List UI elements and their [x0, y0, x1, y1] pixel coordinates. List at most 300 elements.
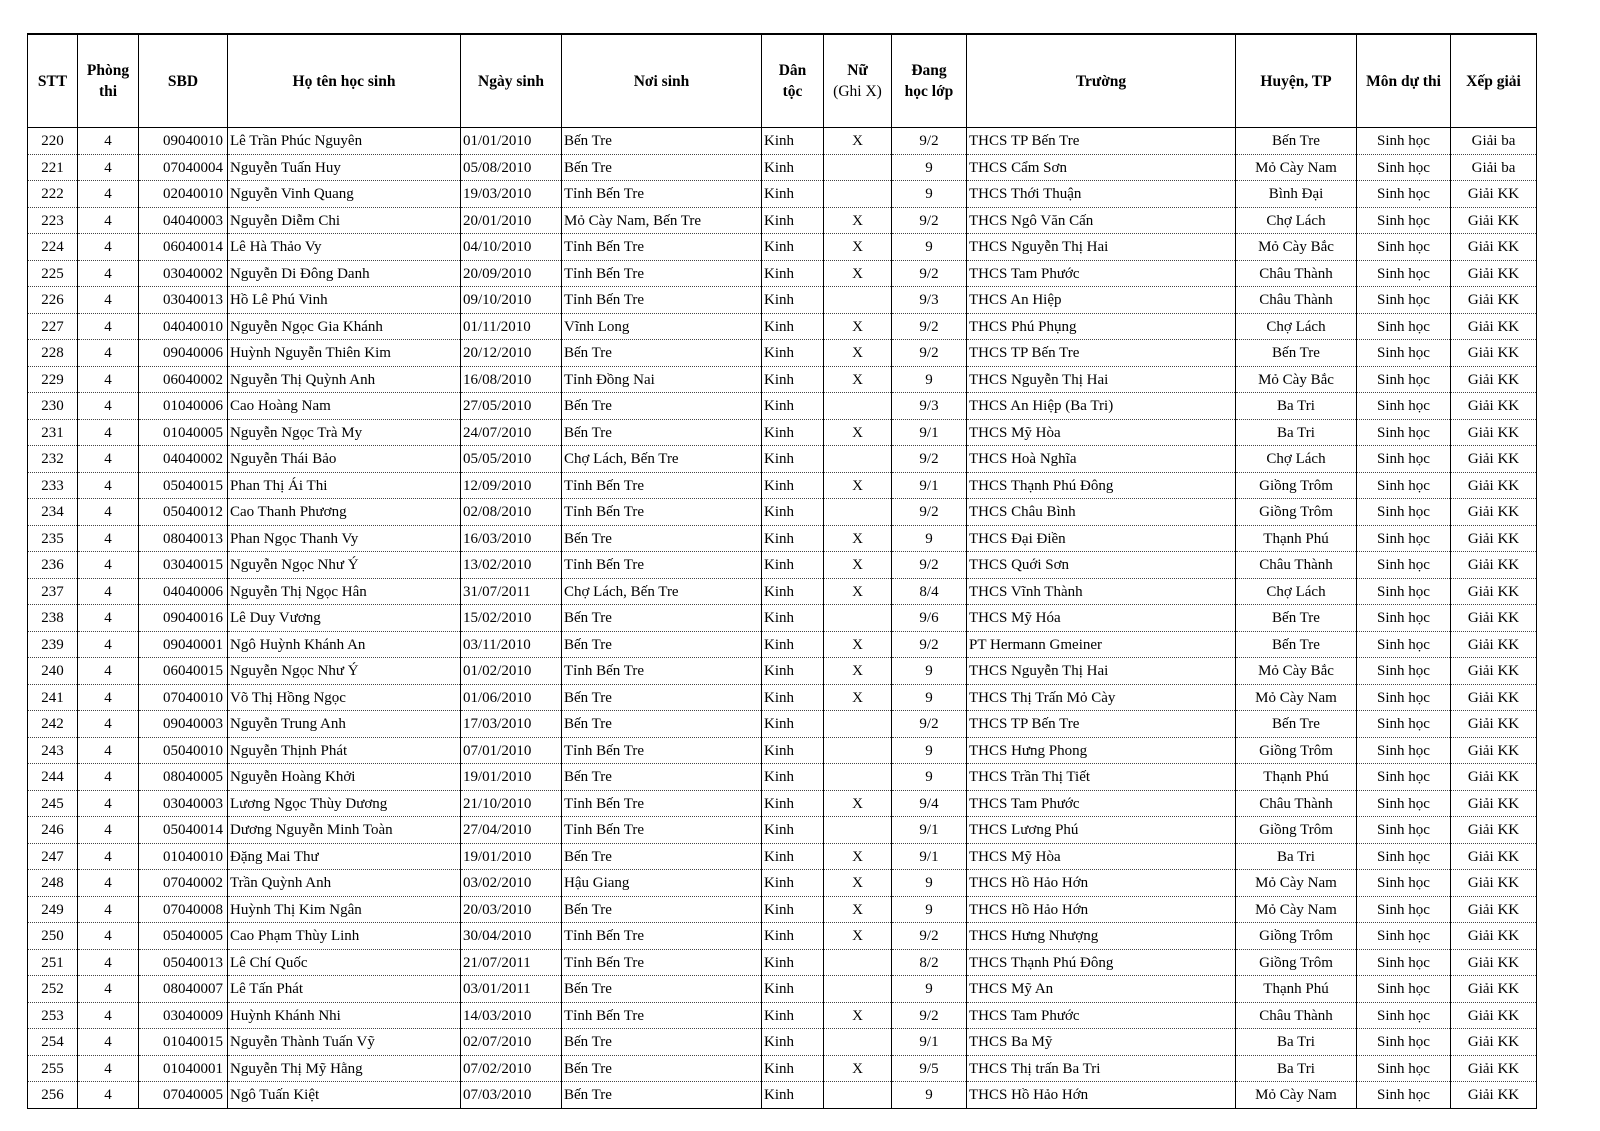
cell-stt: 247: [28, 843, 78, 870]
cell-ho-ten: Phan Ngọc Thanh Vy: [228, 525, 461, 552]
cell-truong: THCS Thị trấn Ba Tri: [967, 1055, 1236, 1082]
cell-stt: 226: [28, 287, 78, 314]
cell-huyen-tp: Châu Thành: [1236, 552, 1357, 579]
cell-dang-hoc-lop: 8/2: [892, 949, 967, 976]
cell-ngay-sinh: 01/06/2010: [461, 684, 562, 711]
cell-sbd: 03040003: [139, 790, 228, 817]
table-row: [28, 1082, 1537, 1109]
cell-stt: 251: [28, 949, 78, 976]
cell-noi-sinh: Vĩnh Long: [562, 313, 762, 340]
cell-stt: 252: [28, 976, 78, 1003]
header-ngay-sinh: Ngày sinh: [461, 34, 562, 128]
cell-noi-sinh: Bến Tre: [562, 1029, 762, 1056]
cell-sbd: 06040014: [139, 234, 228, 261]
table-row: [28, 658, 1537, 685]
cell-ngay-sinh: 24/07/2010: [461, 419, 562, 446]
header-xep-giai: Xếp giải: [1451, 34, 1537, 128]
cell-huyen-tp: Mỏ Cày Nam: [1236, 154, 1357, 181]
cell-dang-hoc-lop: 9/2: [892, 552, 967, 579]
cell-nu: X: [824, 870, 892, 897]
cell-dang-hoc-lop: 9/2: [892, 313, 967, 340]
cell-phong-thi: 4: [78, 764, 139, 791]
cell-dang-hoc-lop: 9: [892, 737, 967, 764]
cell-ngay-sinh: 20/09/2010: [461, 260, 562, 287]
table-row: [28, 896, 1537, 923]
cell-ho-ten: Huỳnh Khánh Nhi: [228, 1002, 461, 1029]
cell-xep-giai: Giải KK: [1451, 207, 1537, 234]
cell-stt: 248: [28, 870, 78, 897]
cell-xep-giai: Giải KK: [1451, 764, 1537, 791]
cell-nu: X: [824, 234, 892, 261]
cell-ho-ten: Đặng Mai Thư: [228, 843, 461, 870]
cell-ho-ten: Nguyễn Ngọc Trà My: [228, 419, 461, 446]
cell-mon-du-thi: Sinh học: [1357, 207, 1451, 234]
cell-xep-giai: Giải KK: [1451, 658, 1537, 685]
cell-dan-toc: Kinh: [762, 181, 824, 208]
cell-phong-thi: 4: [78, 976, 139, 1003]
cell-noi-sinh: Bến Tre: [562, 711, 762, 738]
cell-phong-thi: 4: [78, 525, 139, 552]
cell-ho-ten: Trần Quỳnh Anh: [228, 870, 461, 897]
cell-mon-du-thi: Sinh học: [1357, 472, 1451, 499]
cell-mon-du-thi: Sinh học: [1357, 525, 1451, 552]
cell-ho-ten: Cao Phạm Thùy Linh: [228, 923, 461, 950]
cell-truong: THCS Phú Phụng: [967, 313, 1236, 340]
cell-phong-thi: 4: [78, 1002, 139, 1029]
cell-xep-giai: Giải KK: [1451, 631, 1537, 658]
cell-xep-giai: Giải ba: [1451, 128, 1537, 155]
cell-noi-sinh: Tỉnh Bến Tre: [562, 737, 762, 764]
cell-truong: THCS Hưng Nhượng: [967, 923, 1236, 950]
cell-phong-thi: 4: [78, 499, 139, 526]
cell-ngay-sinh: 07/01/2010: [461, 737, 562, 764]
cell-dang-hoc-lop: 9: [892, 366, 967, 393]
cell-phong-thi: 4: [78, 605, 139, 632]
cell-dang-hoc-lop: 9: [892, 525, 967, 552]
cell-sbd: 04040002: [139, 446, 228, 473]
cell-huyen-tp: Bến Tre: [1236, 711, 1357, 738]
cell-ngay-sinh: 01/02/2010: [461, 658, 562, 685]
cell-huyen-tp: Mỏ Cày Nam: [1236, 684, 1357, 711]
cell-ngay-sinh: 07/02/2010: [461, 1055, 562, 1082]
cell-xep-giai: Giải KK: [1451, 949, 1537, 976]
cell-huyen-tp: Châu Thành: [1236, 1002, 1357, 1029]
cell-sbd: 09040003: [139, 711, 228, 738]
cell-dan-toc: Kinh: [762, 843, 824, 870]
cell-sbd: 03040009: [139, 1002, 228, 1029]
cell-sbd: 05040012: [139, 499, 228, 526]
cell-nu: [824, 181, 892, 208]
cell-stt: 224: [28, 234, 78, 261]
table-header: [28, 34, 1537, 128]
cell-dang-hoc-lop: 9/1: [892, 419, 967, 446]
cell-stt: 250: [28, 923, 78, 950]
cell-sbd: 01040006: [139, 393, 228, 420]
cell-noi-sinh: Tỉnh Bến Tre: [562, 790, 762, 817]
cell-mon-du-thi: Sinh học: [1357, 419, 1451, 446]
cell-stt: 245: [28, 790, 78, 817]
cell-dang-hoc-lop: 9/2: [892, 711, 967, 738]
cell-dan-toc: Kinh: [762, 923, 824, 950]
cell-ngay-sinh: 27/04/2010: [461, 817, 562, 844]
cell-dan-toc: Kinh: [762, 1029, 824, 1056]
cell-ho-ten: Nguyễn Thành Tuấn Vỹ: [228, 1029, 461, 1056]
cell-sbd: 05040010: [139, 737, 228, 764]
cell-dan-toc: Kinh: [762, 234, 824, 261]
cell-dan-toc: Kinh: [762, 896, 824, 923]
cell-truong: THCS Mỹ An: [967, 976, 1236, 1003]
cell-dang-hoc-lop: 8/4: [892, 578, 967, 605]
cell-dang-hoc-lop: 9/2: [892, 923, 967, 950]
cell-nu: X: [824, 313, 892, 340]
cell-truong: THCS Châu Bình: [967, 499, 1236, 526]
cell-mon-du-thi: Sinh học: [1357, 658, 1451, 685]
cell-dang-hoc-lop: 9: [892, 658, 967, 685]
cell-ngay-sinh: 30/04/2010: [461, 923, 562, 950]
table-row: [28, 711, 1537, 738]
cell-mon-du-thi: Sinh học: [1357, 313, 1451, 340]
cell-noi-sinh: Bến Tre: [562, 764, 762, 791]
cell-huyen-tp: Mỏ Cày Nam: [1236, 1082, 1357, 1109]
cell-ho-ten: Lê Tấn Phát: [228, 976, 461, 1003]
cell-stt: 234: [28, 499, 78, 526]
cell-dang-hoc-lop: 9/2: [892, 260, 967, 287]
table-row: [28, 578, 1537, 605]
table-row: [28, 446, 1537, 473]
cell-stt: 255: [28, 1055, 78, 1082]
cell-stt: 246: [28, 817, 78, 844]
cell-xep-giai: Giải KK: [1451, 1002, 1537, 1029]
cell-mon-du-thi: Sinh học: [1357, 154, 1451, 181]
cell-phong-thi: 4: [78, 181, 139, 208]
cell-phong-thi: 4: [78, 1082, 139, 1109]
cell-sbd: 01040015: [139, 1029, 228, 1056]
cell-mon-du-thi: Sinh học: [1357, 340, 1451, 367]
cell-huyen-tp: Ba Tri: [1236, 419, 1357, 446]
cell-dan-toc: Kinh: [762, 1082, 824, 1109]
cell-sbd: 07040004: [139, 154, 228, 181]
table-row: [28, 737, 1537, 764]
cell-dan-toc: Kinh: [762, 525, 824, 552]
cell-stt: 243: [28, 737, 78, 764]
cell-nu: X: [824, 684, 892, 711]
cell-mon-du-thi: Sinh học: [1357, 949, 1451, 976]
cell-phong-thi: 4: [78, 737, 139, 764]
cell-stt: 231: [28, 419, 78, 446]
cell-dang-hoc-lop: 9/2: [892, 128, 967, 155]
cell-dan-toc: Kinh: [762, 790, 824, 817]
cell-phong-thi: 4: [78, 393, 139, 420]
cell-noi-sinh: Tỉnh Đồng Nai: [562, 366, 762, 393]
table-row: [28, 870, 1537, 897]
cell-phong-thi: 4: [78, 207, 139, 234]
cell-huyen-tp: Giồng Trôm: [1236, 923, 1357, 950]
cell-ho-ten: Nguyễn Vinh Quang: [228, 181, 461, 208]
cell-dang-hoc-lop: 9/1: [892, 472, 967, 499]
header-ho-ten: Họ tên học sinh: [228, 34, 461, 128]
cell-ngay-sinh: 07/03/2010: [461, 1082, 562, 1109]
cell-stt: 238: [28, 605, 78, 632]
cell-xep-giai: Giải KK: [1451, 287, 1537, 314]
cell-xep-giai: Giải KK: [1451, 976, 1537, 1003]
cell-phong-thi: 4: [78, 631, 139, 658]
cell-huyen-tp: Mỏ Cày Bắc: [1236, 658, 1357, 685]
cell-phong-thi: 4: [78, 340, 139, 367]
cell-stt: 235: [28, 525, 78, 552]
cell-phong-thi: 4: [78, 843, 139, 870]
cell-phong-thi: 4: [78, 472, 139, 499]
cell-phong-thi: 4: [78, 896, 139, 923]
cell-phong-thi: 4: [78, 419, 139, 446]
cell-phong-thi: 4: [78, 552, 139, 579]
cell-xep-giai: Giải KK: [1451, 552, 1537, 579]
cell-dan-toc: Kinh: [762, 711, 824, 738]
cell-huyen-tp: Mỏ Cày Bắc: [1236, 234, 1357, 261]
cell-sbd: 07040008: [139, 896, 228, 923]
cell-huyen-tp: Giồng Trôm: [1236, 949, 1357, 976]
table-row: [28, 843, 1537, 870]
cell-truong: THCS Nguyễn Thị Hai: [967, 366, 1236, 393]
table-row: [28, 684, 1537, 711]
header-stt: STT: [28, 34, 78, 128]
cell-nu: X: [824, 578, 892, 605]
cell-stt: 253: [28, 1002, 78, 1029]
table-row: [28, 764, 1537, 791]
cell-huyen-tp: Ba Tri: [1236, 1029, 1357, 1056]
cell-xep-giai: Giải KK: [1451, 446, 1537, 473]
cell-noi-sinh: Bến Tre: [562, 1082, 762, 1109]
cell-truong: THCS Đại Điền: [967, 525, 1236, 552]
table-row: [28, 181, 1537, 208]
cell-dan-toc: Kinh: [762, 1002, 824, 1029]
table-row: [28, 234, 1537, 261]
cell-ngay-sinh: 19/01/2010: [461, 843, 562, 870]
cell-dan-toc: Kinh: [762, 658, 824, 685]
cell-ho-ten: Dương Nguyễn Minh Toàn: [228, 817, 461, 844]
cell-noi-sinh: Tỉnh Bến Tre: [562, 817, 762, 844]
cell-ngay-sinh: 09/10/2010: [461, 287, 562, 314]
cell-sbd: 01040001: [139, 1055, 228, 1082]
cell-mon-du-thi: Sinh học: [1357, 1055, 1451, 1082]
cell-nu: X: [824, 472, 892, 499]
cell-phong-thi: 4: [78, 711, 139, 738]
cell-noi-sinh: Tỉnh Bến Tre: [562, 260, 762, 287]
cell-phong-thi: 4: [78, 923, 139, 950]
cell-truong: THCS Hồ Hảo Hớn: [967, 896, 1236, 923]
cell-huyen-tp: Chợ Lách: [1236, 207, 1357, 234]
cell-mon-du-thi: Sinh học: [1357, 790, 1451, 817]
cell-noi-sinh: Bến Tre: [562, 843, 762, 870]
cell-stt: 236: [28, 552, 78, 579]
cell-huyen-tp: Bến Tre: [1236, 128, 1357, 155]
cell-truong: THCS TP Bến Tre: [967, 128, 1236, 155]
cell-dang-hoc-lop: 9: [892, 684, 967, 711]
cell-ho-ten: Hồ Lê Phú Vinh: [228, 287, 461, 314]
cell-nu: X: [824, 658, 892, 685]
cell-dan-toc: Kinh: [762, 499, 824, 526]
cell-sbd: 09040001: [139, 631, 228, 658]
cell-mon-du-thi: Sinh học: [1357, 234, 1451, 261]
cell-ngay-sinh: 05/05/2010: [461, 446, 562, 473]
cell-mon-du-thi: Sinh học: [1357, 499, 1451, 526]
cell-sbd: 04040003: [139, 207, 228, 234]
cell-huyen-tp: Giồng Trôm: [1236, 472, 1357, 499]
cell-mon-du-thi: Sinh học: [1357, 896, 1451, 923]
cell-xep-giai: Giải KK: [1451, 790, 1537, 817]
cell-dan-toc: Kinh: [762, 684, 824, 711]
table-row: [28, 1055, 1537, 1082]
cell-nu: X: [824, 896, 892, 923]
cell-mon-du-thi: Sinh học: [1357, 631, 1451, 658]
cell-noi-sinh: Tỉnh Bến Tre: [562, 181, 762, 208]
cell-sbd: 09040010: [139, 128, 228, 155]
cell-ho-ten: Lê Duy Vương: [228, 605, 461, 632]
cell-truong: THCS Lương Phú: [967, 817, 1236, 844]
cell-huyen-tp: Bình Đại: [1236, 181, 1357, 208]
cell-stt: 256: [28, 1082, 78, 1109]
cell-sbd: 09040006: [139, 340, 228, 367]
cell-huyen-tp: Mỏ Cày Nam: [1236, 870, 1357, 897]
cell-ngay-sinh: 27/05/2010: [461, 393, 562, 420]
cell-ho-ten: Cao Hoàng Nam: [228, 393, 461, 420]
table-row: [28, 923, 1537, 950]
cell-huyen-tp: Bến Tre: [1236, 605, 1357, 632]
cell-ho-ten: Lê Hà Thảo Vy: [228, 234, 461, 261]
cell-truong: PT Hermann Gmeiner: [967, 631, 1236, 658]
cell-dang-hoc-lop: 9: [892, 234, 967, 261]
cell-nu: [824, 287, 892, 314]
cell-truong: THCS Trần Thị Tiết: [967, 764, 1236, 791]
cell-sbd: 07040010: [139, 684, 228, 711]
cell-nu: X: [824, 340, 892, 367]
cell-sbd: 02040010: [139, 181, 228, 208]
cell-stt: 242: [28, 711, 78, 738]
cell-mon-du-thi: Sinh học: [1357, 366, 1451, 393]
cell-ngay-sinh: 13/02/2010: [461, 552, 562, 579]
cell-noi-sinh: Bến Tre: [562, 896, 762, 923]
cell-xep-giai: Giải KK: [1451, 419, 1537, 446]
cell-noi-sinh: Bến Tre: [562, 976, 762, 1003]
cell-noi-sinh: Chợ Lách, Bến Tre: [562, 578, 762, 605]
cell-xep-giai: Giải KK: [1451, 843, 1537, 870]
table-row: [28, 525, 1537, 552]
cell-ngay-sinh: 15/02/2010: [461, 605, 562, 632]
header-nu: Nữ (Ghi X): [824, 34, 892, 128]
cell-ngay-sinh: 20/03/2010: [461, 896, 562, 923]
cell-stt: 233: [28, 472, 78, 499]
cell-xep-giai: Giải KK: [1451, 817, 1537, 844]
cell-xep-giai: Giải KK: [1451, 1082, 1537, 1109]
cell-truong: THCS Cẩm Sơn: [967, 154, 1236, 181]
cell-nu: [824, 949, 892, 976]
cell-noi-sinh: Tỉnh Bến Tre: [562, 658, 762, 685]
cell-xep-giai: Giải KK: [1451, 684, 1537, 711]
cell-sbd: 04040010: [139, 313, 228, 340]
cell-truong: THCS Hưng Phong: [967, 737, 1236, 764]
cell-mon-du-thi: Sinh học: [1357, 1082, 1451, 1109]
cell-sbd: 08040005: [139, 764, 228, 791]
cell-huyen-tp: Bến Tre: [1236, 631, 1357, 658]
cell-ngay-sinh: 03/01/2011: [461, 976, 562, 1003]
cell-dan-toc: Kinh: [762, 287, 824, 314]
cell-noi-sinh: Bến Tre: [562, 605, 762, 632]
cell-noi-sinh: Tỉnh Bến Tre: [562, 1002, 762, 1029]
cell-noi-sinh: Tỉnh Bến Tre: [562, 499, 762, 526]
cell-truong: THCS Vĩnh Thành: [967, 578, 1236, 605]
cell-truong: THCS Hồ Hảo Hớn: [967, 870, 1236, 897]
cell-huyen-tp: Giồng Trôm: [1236, 737, 1357, 764]
cell-ngay-sinh: 21/07/2011: [461, 949, 562, 976]
cell-phong-thi: 4: [78, 870, 139, 897]
cell-xep-giai: Giải KK: [1451, 605, 1537, 632]
cell-noi-sinh: Tỉnh Bến Tre: [562, 552, 762, 579]
cell-xep-giai: Giải KK: [1451, 1029, 1537, 1056]
cell-huyen-tp: Mỏ Cày Bắc: [1236, 366, 1357, 393]
cell-dan-toc: Kinh: [762, 313, 824, 340]
cell-sbd: 09040016: [139, 605, 228, 632]
cell-xep-giai: Giải KK: [1451, 1055, 1537, 1082]
cell-dan-toc: Kinh: [762, 817, 824, 844]
cell-nu: X: [824, 923, 892, 950]
cell-ho-ten: Nguyễn Tuấn Huy: [228, 154, 461, 181]
cell-nu: [824, 737, 892, 764]
cell-nu: [824, 764, 892, 791]
cell-stt: 230: [28, 393, 78, 420]
cell-ho-ten: Võ Thị Hồng Ngọc: [228, 684, 461, 711]
cell-dang-hoc-lop: 9/2: [892, 499, 967, 526]
cell-stt: 228: [28, 340, 78, 367]
cell-ho-ten: Lê Trần Phúc Nguyên: [228, 128, 461, 155]
cell-dan-toc: Kinh: [762, 366, 824, 393]
cell-ngay-sinh: 31/07/2011: [461, 578, 562, 605]
cell-noi-sinh: Tỉnh Bến Tre: [562, 234, 762, 261]
cell-huyen-tp: Châu Thành: [1236, 260, 1357, 287]
cell-truong: THCS Tam Phước: [967, 260, 1236, 287]
cell-huyen-tp: Chợ Lách: [1236, 313, 1357, 340]
cell-noi-sinh: Bến Tre: [562, 525, 762, 552]
cell-ngay-sinh: 21/10/2010: [461, 790, 562, 817]
cell-ho-ten: Nguyễn Hoàng Khởi: [228, 764, 461, 791]
cell-mon-du-thi: Sinh học: [1357, 552, 1451, 579]
cell-dang-hoc-lop: 9/1: [892, 817, 967, 844]
cell-sbd: 03040013: [139, 287, 228, 314]
cell-dang-hoc-lop: 9: [892, 976, 967, 1003]
cell-mon-du-thi: Sinh học: [1357, 181, 1451, 208]
cell-stt: 237: [28, 578, 78, 605]
table-body: [28, 128, 1537, 1109]
cell-dan-toc: Kinh: [762, 207, 824, 234]
table-row: [28, 817, 1537, 844]
cell-phong-thi: 4: [78, 287, 139, 314]
cell-nu: X: [824, 207, 892, 234]
cell-nu: [824, 817, 892, 844]
cell-stt: 239: [28, 631, 78, 658]
cell-sbd: 01040005: [139, 419, 228, 446]
cell-dan-toc: Kinh: [762, 154, 824, 181]
header-mon-du-thi: Môn dự thi: [1357, 34, 1451, 128]
cell-dang-hoc-lop: 9: [892, 154, 967, 181]
cell-xep-giai: Giải KK: [1451, 737, 1537, 764]
cell-mon-du-thi: Sinh học: [1357, 260, 1451, 287]
cell-nu: X: [824, 843, 892, 870]
cell-ho-ten: Cao Thanh Phương: [228, 499, 461, 526]
cell-truong: THCS Tam Phước: [967, 1002, 1236, 1029]
cell-phong-thi: 4: [78, 578, 139, 605]
cell-dan-toc: Kinh: [762, 737, 824, 764]
cell-ho-ten: Nguyễn Diễm Chi: [228, 207, 461, 234]
cell-sbd: 04040006: [139, 578, 228, 605]
cell-dang-hoc-lop: 9/3: [892, 393, 967, 420]
